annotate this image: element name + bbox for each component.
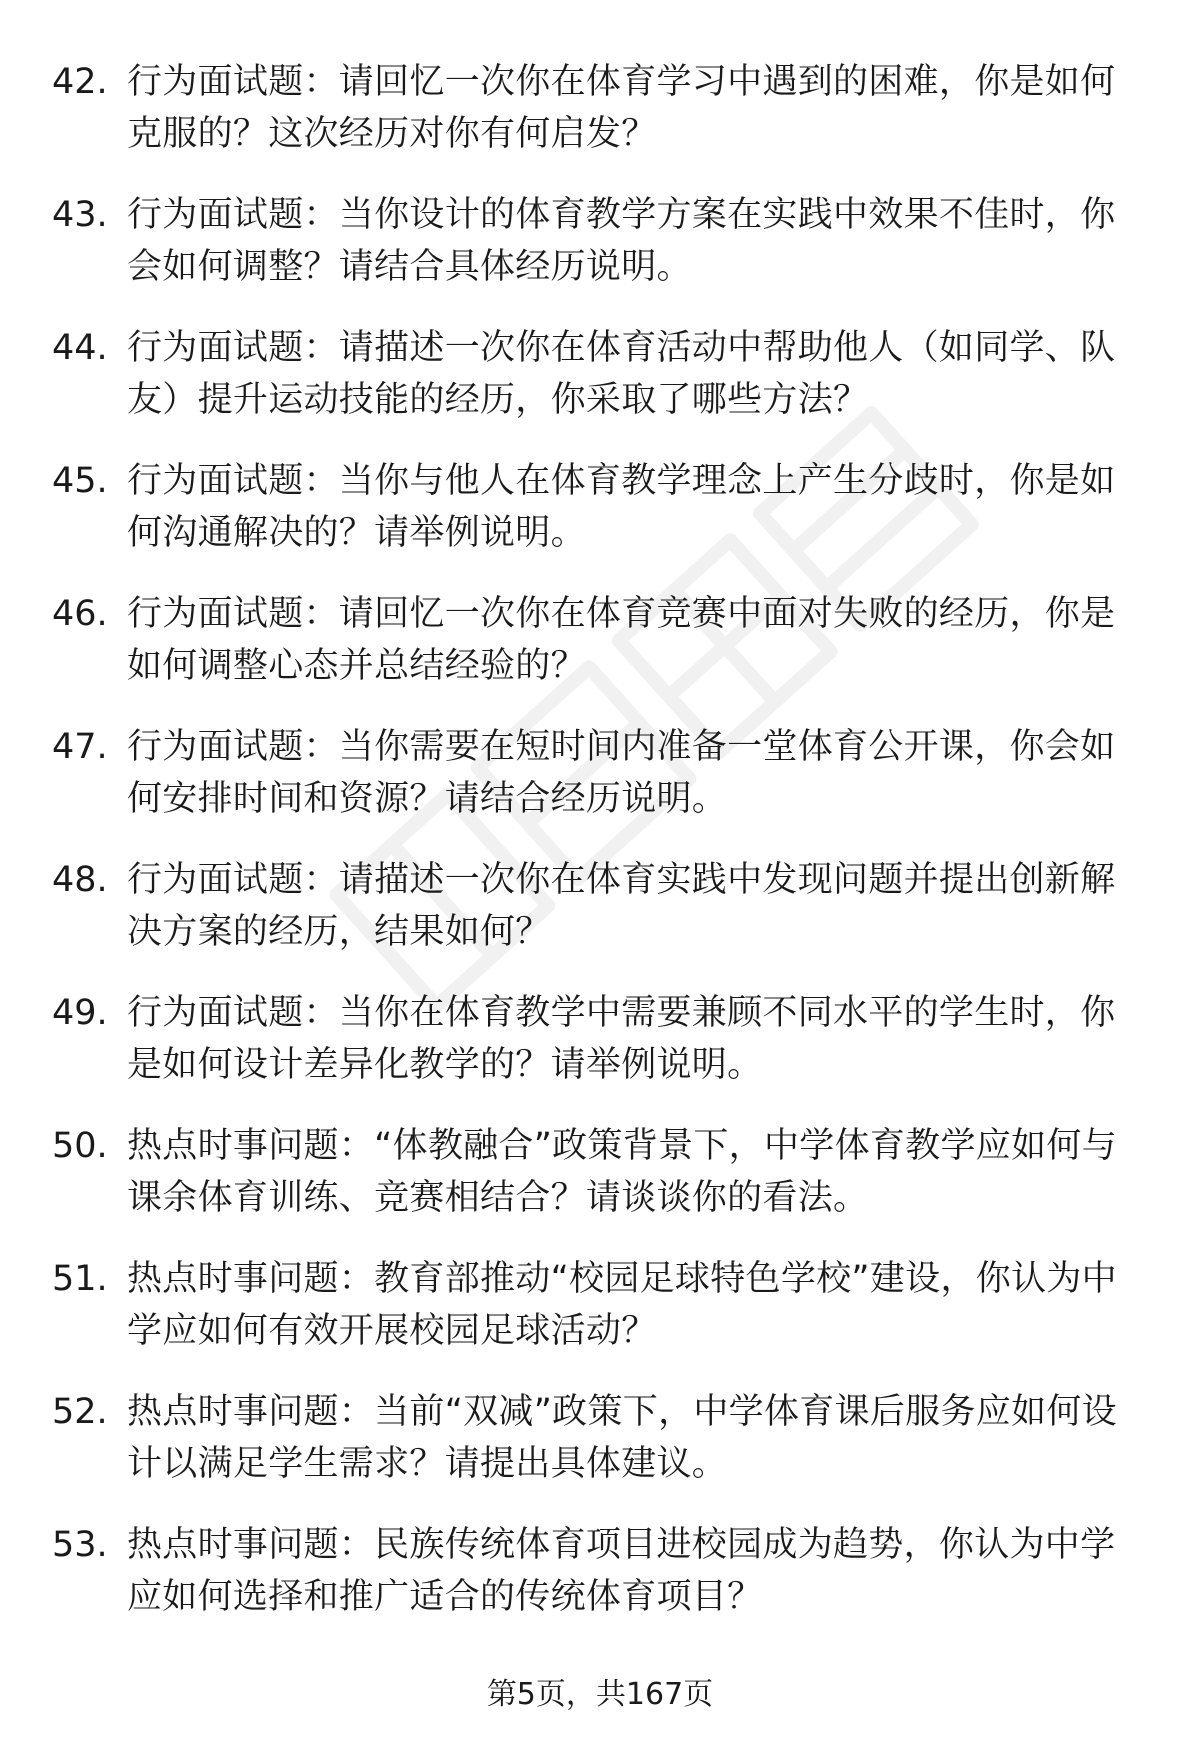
question-number: 44.	[52, 328, 108, 368]
question-number: 45.	[52, 461, 108, 501]
page-number: 第5页，共167页	[486, 1677, 714, 1712]
question-number: 43.	[52, 195, 108, 235]
question-item	[0, 854, 1200, 987]
question-text: 热点时事问题：当前“双减”政策下，中学体育课后服务应如何设计以满足学生需求？请提出具体建议。	[127, 1392, 1117, 1484]
question-number: 53.	[52, 1525, 108, 1565]
question-text: 行为面试题：请回忆一次你在体育竞赛中面对失败的经历，你是如何调整心态并总结经验的？	[127, 594, 1116, 686]
question-item	[0, 189, 1200, 322]
question-text: 行为面试题：当你在体育教学中需要兼顾不同水平的学生时，你是如何设计差异化教学的？请举例说明。	[127, 993, 1116, 1085]
question-item	[0, 721, 1200, 854]
question-text: 热点时事问题：“体教融合”政策背景下，中学体育教学应如何与课余体育训练、竞赛相结合？请谈谈你的看法。	[127, 1126, 1117, 1218]
question-text: 行为面试题：当你需要在短时间内准备一堂体育公开课，你会如何安排时间和资源？请结合经历说明。	[127, 727, 1116, 819]
question-number: 49.	[52, 993, 108, 1033]
question-text: 热点时事问题：民族传统体育项目进校园成为趋势，你认为中学应如何选择和推广适合的传统体育项目？	[127, 1525, 1116, 1617]
question-text: 行为面试题：请回忆一次你在体育学习中遇到的困难，你是如何克服的？这次经历对你有何启发？	[127, 62, 1116, 154]
question-item	[0, 455, 1200, 588]
question-item	[0, 1386, 1200, 1519]
question-number: 42.	[52, 62, 108, 102]
question-item	[0, 322, 1200, 455]
question-number: 48.	[52, 860, 108, 900]
question-text: 行为面试题：当你与他人在体育教学理念上产生分歧时，你是如何沟通解决的？请举例说明。	[127, 461, 1116, 553]
question-number: 51.	[52, 1259, 108, 1299]
question-text: 热点时事问题：教育部推动“校园足球特色学校”建设，你认为中学应如何有效开展校园足球活动？	[127, 1259, 1117, 1351]
question-item	[0, 588, 1200, 721]
question-list	[0, 56, 1200, 1652]
question-number: 50.	[52, 1126, 108, 1166]
question-text: 行为面试题：请描述一次你在体育活动中帮助他人（如同学、队友）提升运动技能的经历，你采取了哪些方法？	[127, 328, 1116, 420]
question-item	[0, 1519, 1200, 1652]
question-item	[0, 1253, 1200, 1386]
question-item	[0, 56, 1200, 189]
question-item	[0, 1120, 1200, 1253]
question-number: 52.	[52, 1392, 108, 1432]
question-text: 行为面试题：请描述一次你在体育实践中发现问题并提出创新解决方案的经历，结果如何？	[127, 860, 1116, 952]
question-number: 46.	[52, 594, 108, 634]
question-number: 47.	[52, 727, 108, 767]
question-item	[0, 987, 1200, 1120]
question-text: 行为面试题：当你设计的体育教学方案在实践中效果不佳时，你会如何调整？请结合具体经历说明。	[127, 195, 1116, 287]
